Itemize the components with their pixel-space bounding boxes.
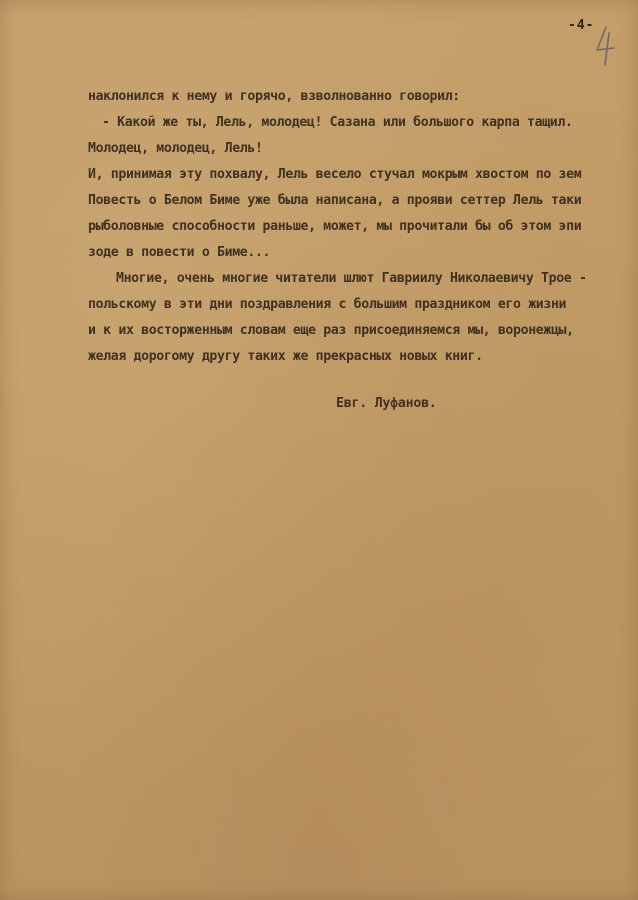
document-body — [88, 84, 628, 370]
body-line: зоде в повести о Биме... — [88, 245, 271, 260]
body-line: Повесть о Белом Биме уже была написана, а прояви сеттер Лель таки — [88, 193, 582, 208]
body-line: польскому в эти дни поздравления с большим праздником его жизни — [88, 297, 567, 312]
body-line: рыболовные способности раньше, может, мы прочитали бы об этом эпи — [88, 219, 582, 234]
body-line: желая дорогому другу таких же прекрасных новых книг. — [88, 349, 483, 364]
body-line: - Какой же ты, Лель, молодец! Сазана или большого карпа тащил. — [102, 115, 573, 130]
body-line: Молодец, молодец, Лель! — [88, 141, 263, 156]
page-number: -4- — [568, 18, 595, 33]
body-line: И, принимая эту похвалу, Лель весело стучал мокрым хвостом по зем — [88, 167, 582, 182]
handwritten-page-number — [592, 24, 618, 68]
body-line: Многие, очень многие читатели шлют Гавриилу Николаевичу Трое - — [116, 271, 587, 286]
body-line: наклонился к нему и горячо, взволнованно говорил: — [88, 89, 460, 104]
author-signature: Евг. Луфанов. — [336, 396, 437, 411]
body-line: и к их восторженным словам еще раз присоединяемся мы, воронежцы, — [88, 323, 574, 338]
